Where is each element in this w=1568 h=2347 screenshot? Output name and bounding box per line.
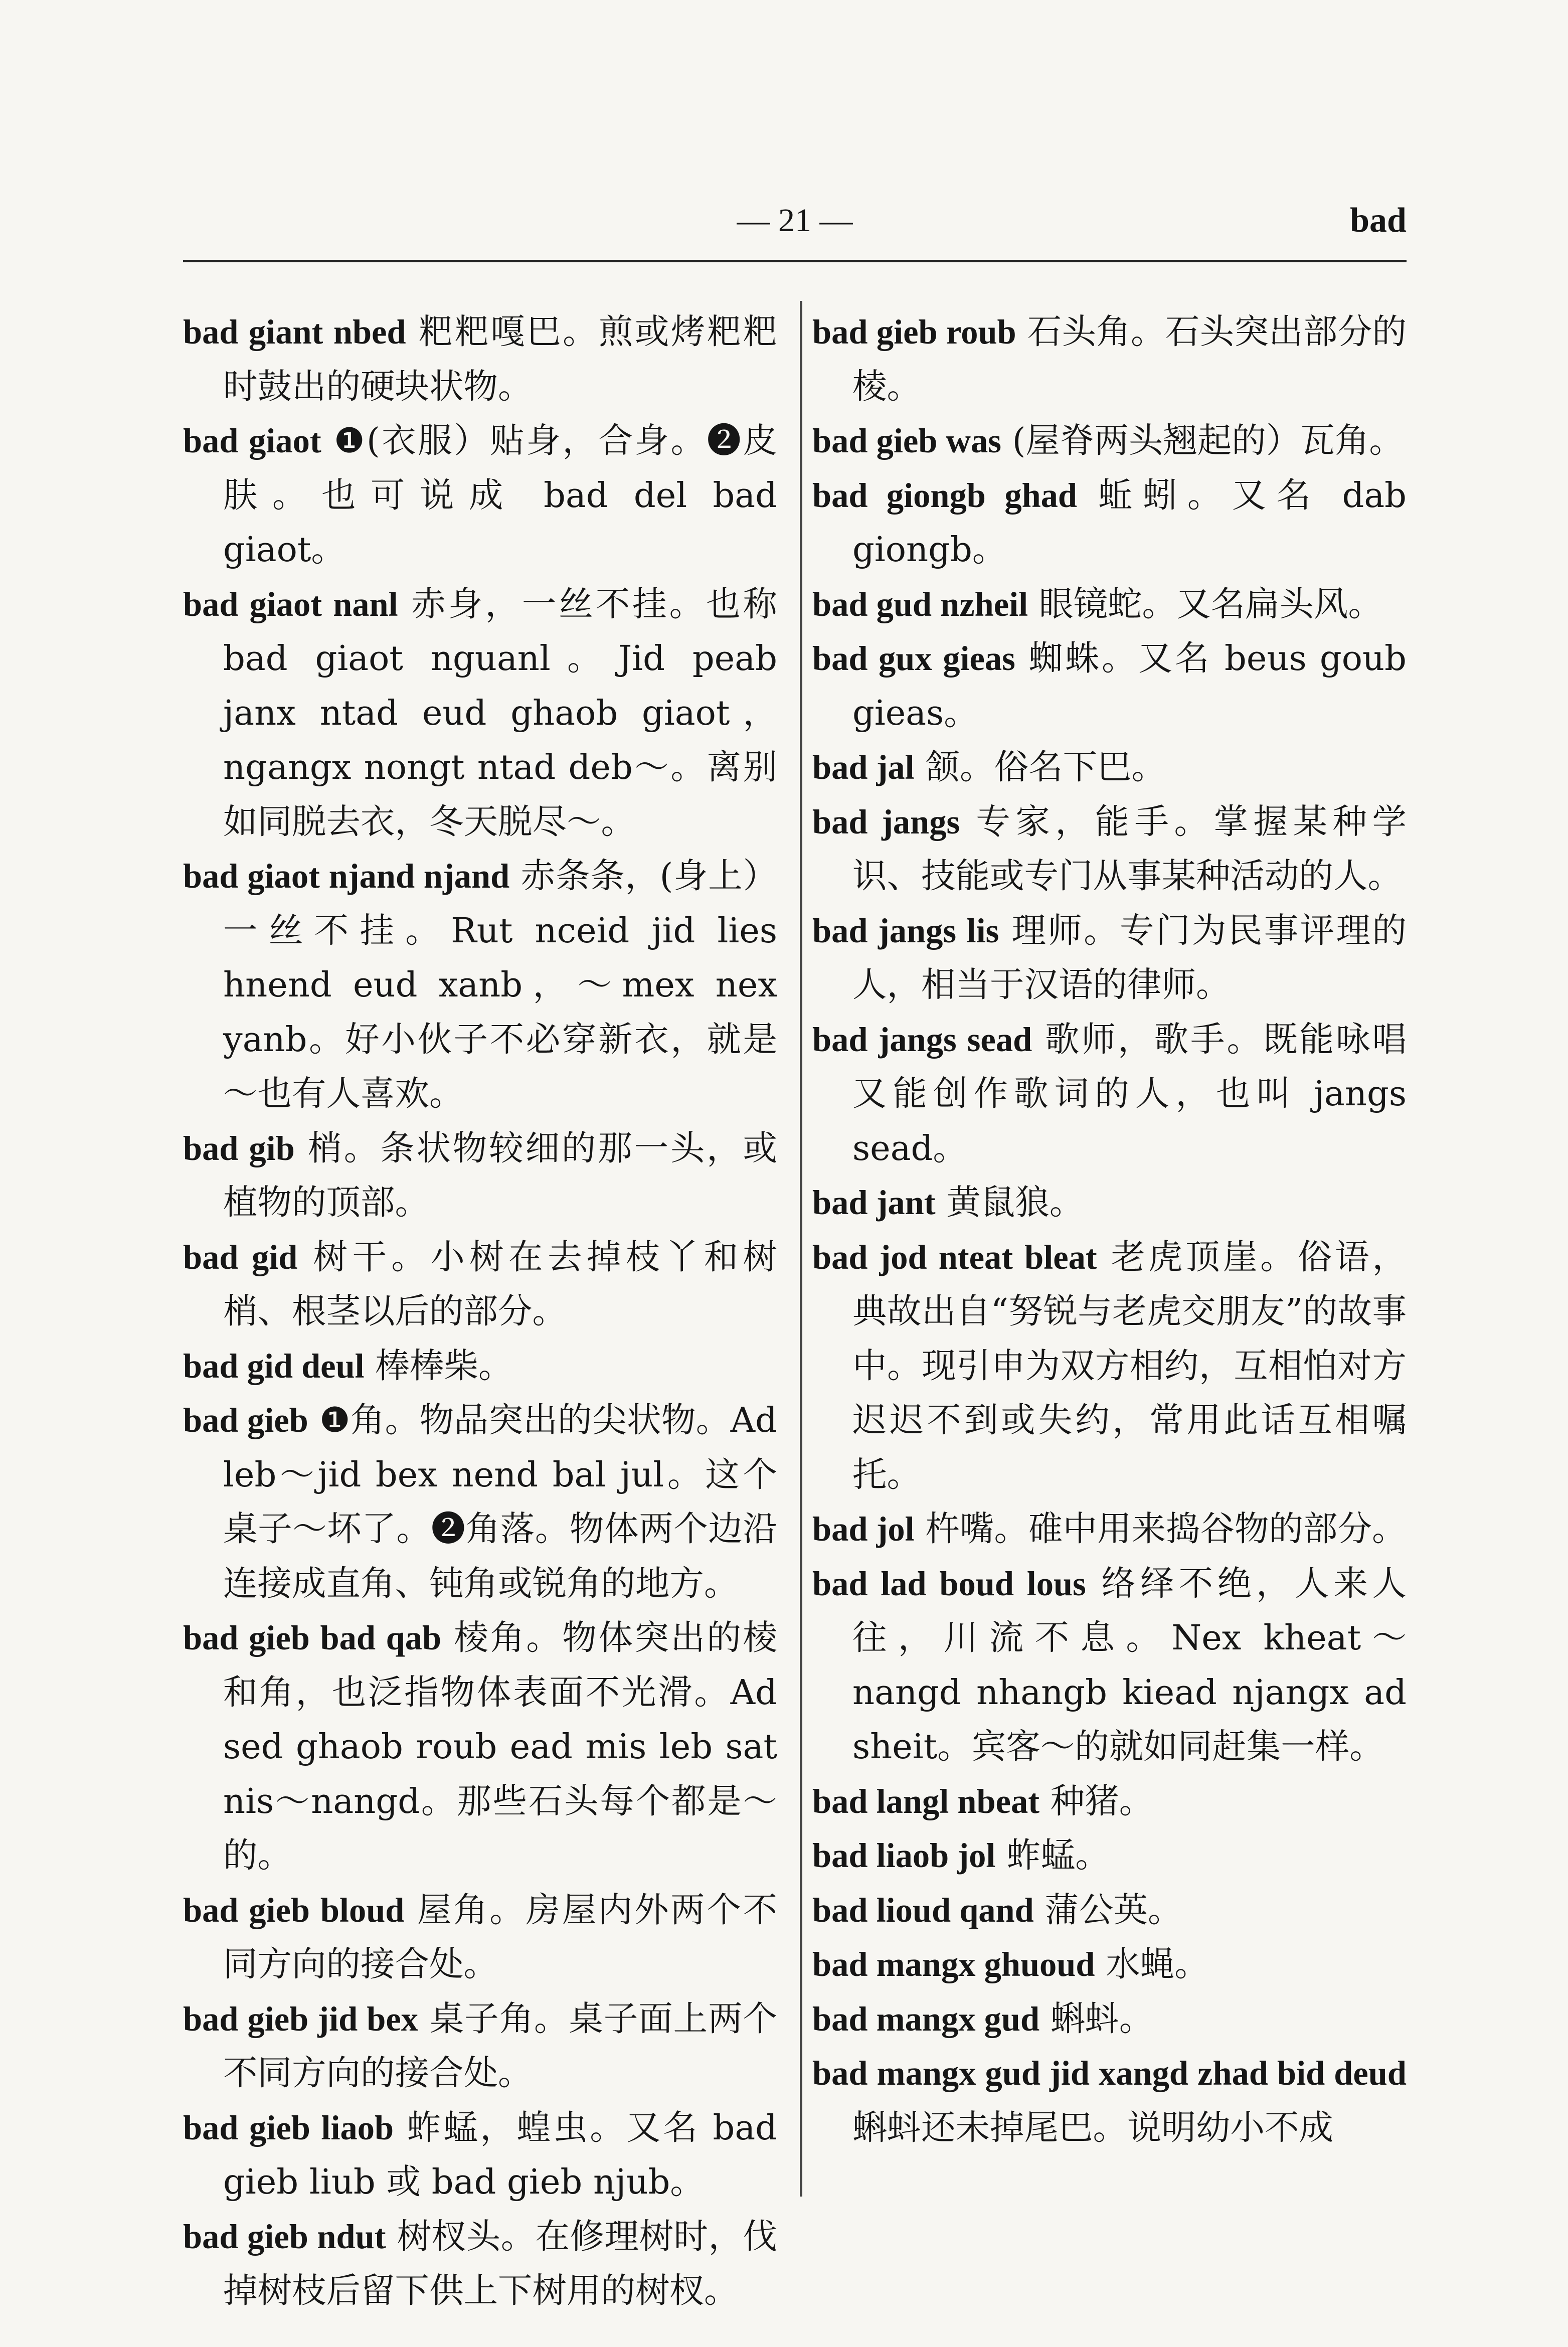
entry-definition: 黄鼠狼。 bbox=[946, 1183, 1084, 1223]
dictionary-entry bbox=[183, 1992, 777, 2101]
entry-definition: ❶(衣服）贴身，合身。❷皮肤。也可说成 bad del bad giaot。 bbox=[223, 421, 777, 570]
dictionary-entry bbox=[812, 1937, 1407, 1992]
entry-definition: 赤身，一丝不挂。也称 bad giaot nguanl。Jid peab janx ntad eud ghaob giaot，ngangx nongt ntad deb～。离别如同脱去衣，冬天脱尽～。 bbox=[223, 584, 777, 842]
dictionary-entry bbox=[183, 2210, 777, 2318]
dictionary-entry bbox=[812, 305, 1407, 414]
entry-headword: bad jangs sead bbox=[812, 1020, 1032, 1059]
dictionary-entry bbox=[812, 2046, 1407, 2155]
entry-headword: bad giaot njand njand bbox=[183, 857, 510, 895]
entry-headword: bad gud nzheil bbox=[812, 585, 1028, 623]
entry-definition: 种猪。 bbox=[1050, 1781, 1154, 1821]
dictionary-entry bbox=[812, 1828, 1407, 1883]
dictionary-entry bbox=[183, 849, 777, 1121]
dictionary-entry bbox=[812, 468, 1407, 577]
entry-headword: bad gieb was bbox=[812, 422, 1001, 460]
entry-headword: bad mangx ghuoud bbox=[812, 1945, 1095, 1983]
entry-headword: bad jod nteat bleat bbox=[812, 1238, 1097, 1276]
dictionary-entry bbox=[183, 305, 777, 414]
entry-headword: bad jal bbox=[812, 748, 915, 786]
entry-headword: bad gib bbox=[183, 1129, 295, 1167]
entry-definition: 颔。俗名下巴。 bbox=[925, 747, 1166, 787]
dictionary-entry bbox=[183, 2101, 777, 2210]
entry-headword: bad giant nbed bbox=[183, 313, 406, 351]
entry-headword: bad giongb ghad bbox=[812, 476, 1078, 515]
entry-headword: bad giaot nanl bbox=[183, 585, 398, 623]
entry-headword: bad gieb liaob bbox=[183, 2108, 394, 2147]
left-column bbox=[183, 305, 777, 2318]
right-column bbox=[812, 305, 1407, 2155]
entry-definition: 蚱蜢，蝗虫。又名 bad gieb liub 或 bad gieb njub。 bbox=[223, 2107, 778, 2202]
entry-definition: 眼镜蛇。又名扁头风。 bbox=[1038, 584, 1382, 624]
entry-definition: 棒棒柴。 bbox=[375, 1346, 513, 1386]
entry-definition: 络绎不绝，人来人往，川流不息。Nex kheat～nangd nhangb kiead njangx ad sheit。宾客～的就如同赶集一样。 bbox=[852, 1563, 1407, 1767]
entry-headword: bad langl nbeat bbox=[812, 1782, 1040, 1820]
entry-headword: bad gieb ndut bbox=[183, 2217, 386, 2256]
dictionary-entry bbox=[812, 795, 1407, 904]
entry-definition: (屋脊两头翘起的）瓦角。 bbox=[1012, 421, 1404, 461]
entry-headword: bad gieb bad qab bbox=[183, 1619, 442, 1657]
entry-definition: 石头角。石头突出部分的棱。 bbox=[852, 312, 1407, 407]
entry-definition: 水蝇。 bbox=[1106, 1944, 1209, 1984]
dictionary-entry bbox=[183, 577, 777, 850]
entry-definition: ❶角。物品突出的尖状物。Ad leb～jid bex nend bal jul。这个桌子～坏了。❷角落。物体两个边沿连接成直角、钝角或锐角的地方。 bbox=[223, 1400, 778, 1604]
dictionary-entry bbox=[812, 740, 1407, 795]
dictionary-entry bbox=[183, 1611, 777, 1883]
dictionary-entry bbox=[183, 1121, 777, 1230]
entry-definition: 树干。小树在去掉枝丫和树梢、根茎以后的部分。 bbox=[223, 1237, 777, 1331]
entry-definition: 蚯蚓。又名 dab giongb。 bbox=[852, 475, 1407, 570]
entry-headword: bad mangx gud jid xangd zhad bid deud bbox=[812, 2054, 1407, 2092]
entry-headword: bad gieb bloud bbox=[183, 1891, 405, 1929]
entry-definition: 桌子角。桌子面上两个不同方向的接合处。 bbox=[223, 1998, 777, 2093]
dictionary-entry bbox=[812, 577, 1407, 632]
entry-headword: bad gid bbox=[183, 1238, 298, 1276]
entry-headword: bad gieb roub bbox=[812, 313, 1016, 351]
entry-headword: bad jant bbox=[812, 1184, 936, 1222]
dictionary-entry bbox=[812, 1176, 1407, 1230]
entry-headword: bad liaob jol bbox=[812, 1836, 996, 1875]
dictionary-entry bbox=[812, 1774, 1407, 1829]
column-divider bbox=[800, 301, 802, 2197]
header-rule bbox=[183, 260, 1407, 262]
dictionary-entry bbox=[183, 1883, 777, 1992]
entry-headword: bad mangx gud bbox=[812, 1999, 1040, 2038]
entry-definition: 棱角。物体突出的棱和角，也泛指物体表面不光滑。Ad sed ghaob roub ead mis leb sat nis～nangd。那些石头每个都是～的。 bbox=[223, 1618, 777, 1876]
page-header bbox=[183, 198, 1407, 253]
entry-definition: 粑粑嘎巴。煎或烤粑粑时鼓出的硬块状物。 bbox=[223, 312, 777, 407]
dictionary-entry bbox=[812, 631, 1407, 740]
guide-word: bad bbox=[1350, 201, 1407, 240]
entry-definition: 歌师，歌手。既能咏唱又能创作歌词的人，也叫 jangs sead。 bbox=[852, 1019, 1407, 1168]
dictionary-entry bbox=[183, 1230, 777, 1339]
entry-definition: 蜘蛛。又名 beus goub gieas。 bbox=[852, 638, 1407, 733]
entry-definition: 专家，能手。掌握某种学识、技能或专门从事某种活动的人。 bbox=[852, 801, 1407, 896]
entry-headword: bad gid deul bbox=[183, 1347, 365, 1385]
entry-headword: bad lad boud lous bbox=[812, 1564, 1086, 1603]
entry-headword: bad jangs bbox=[812, 802, 960, 841]
dictionary-entry bbox=[183, 414, 777, 577]
entry-definition: 蚱蜢。 bbox=[1006, 1835, 1110, 1876]
entry-definition: 理师。专门为民事评理的人，相当于汉语的律师。 bbox=[852, 910, 1407, 1005]
entry-definition: 赤条条，(身上）一丝不挂。Rut nceid jid lies hnend eud xanb，～mex nex yanb。好小伙子不必穿新衣，就是～也有人喜欢。 bbox=[223, 856, 777, 1114]
entry-headword: bad lioud qand bbox=[812, 1891, 1034, 1929]
dictionary-entry bbox=[812, 1013, 1407, 1176]
dictionary-entry bbox=[183, 1339, 777, 1394]
entry-definition: 树杈头。在修理树时，伐掉树枝后留下供上下树用的树杈。 bbox=[223, 2216, 777, 2311]
dictionary-entry bbox=[183, 1393, 777, 1611]
entry-headword: bad gux gieas bbox=[812, 639, 1015, 678]
entry-definition: 蝌蚪还未掉尾巴。说明幼小不成 bbox=[852, 2107, 1334, 2148]
entry-headword: bad gieb jid bex bbox=[183, 1999, 419, 2038]
page-number: — 21 — bbox=[737, 202, 853, 239]
dictionary-entry bbox=[812, 1883, 1407, 1938]
dictionary-entry bbox=[812, 414, 1407, 468]
entry-definition: 梢。条状物较细的那一头，或植物的顶部。 bbox=[223, 1128, 777, 1223]
entry-definition: 蝌蚪。 bbox=[1050, 1998, 1154, 2039]
dictionary-entry bbox=[812, 1557, 1407, 1774]
dictionary-entry bbox=[812, 1502, 1407, 1557]
entry-definition: 杵嘴。碓中用来捣谷物的部分。 bbox=[925, 1509, 1407, 1549]
entry-definition: 老虎顶崖。俗语，典故出自“努锐与老虎交朋友”的故事中。现引申为双方相约，互相怕对方迟迟不到或失约，常用此话互相嘱托。 bbox=[852, 1237, 1407, 1495]
entry-definition: 蒲公英。 bbox=[1044, 1890, 1182, 1930]
entry-definition: 屋角。房屋内外两个不同方向的接合处。 bbox=[223, 1890, 777, 1984]
entry-headword: bad gieb bbox=[183, 1401, 308, 1439]
dictionary-entry bbox=[812, 1230, 1407, 1502]
entry-headword: bad jol bbox=[812, 1510, 915, 1548]
entry-headword: bad jangs lis bbox=[812, 911, 999, 950]
entry-headword: bad giaot bbox=[183, 422, 321, 460]
dictionary-entry bbox=[812, 1992, 1407, 2047]
dictionary-entry bbox=[812, 904, 1407, 1013]
